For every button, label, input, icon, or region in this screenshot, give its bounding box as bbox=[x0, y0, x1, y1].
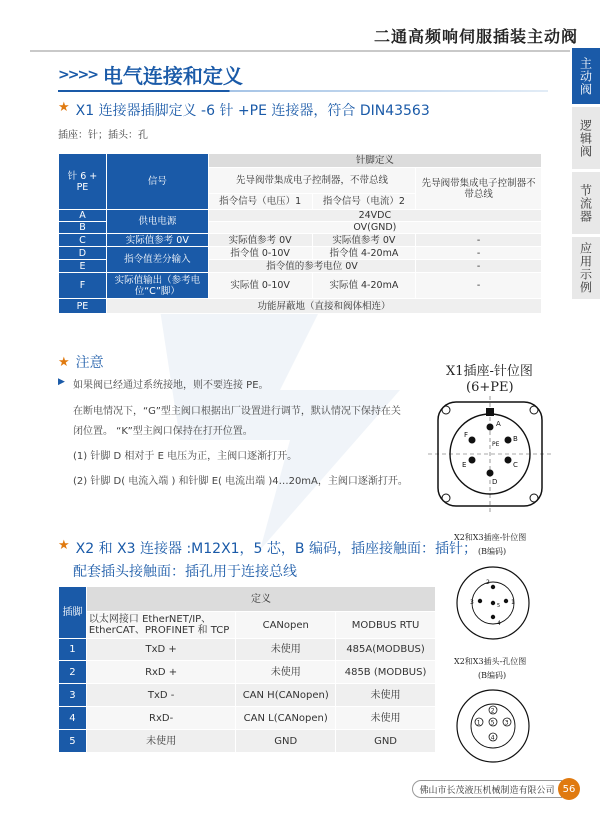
pin-label: C bbox=[513, 461, 518, 469]
value-cell: 24VDC bbox=[208, 210, 541, 222]
svg-text:4: 4 bbox=[497, 620, 501, 627]
chevrons-icon: >>>> bbox=[58, 66, 97, 83]
pin-cell: D bbox=[59, 247, 107, 260]
x1-pin-diagram bbox=[428, 396, 552, 512]
x2-title bbox=[58, 538, 477, 581]
section-underline bbox=[58, 90, 548, 92]
th-pin: 插脚 bbox=[59, 587, 87, 639]
value-cell: 未使用 bbox=[336, 707, 436, 730]
value-cell: GND bbox=[336, 730, 436, 753]
value-cell: 未使用 bbox=[236, 661, 336, 684]
pin-cell: 1 bbox=[59, 639, 87, 661]
value-cell: 实际值 0-10V bbox=[208, 273, 312, 299]
pin-cell: A bbox=[59, 210, 107, 222]
th-canopen: CANopen bbox=[236, 612, 336, 639]
footer-company: 佛山市长茂液压机械制造有限公司 bbox=[412, 780, 562, 798]
section-title bbox=[58, 60, 243, 89]
value-cell: 指令值的参考电位 0V bbox=[208, 260, 416, 273]
value-cell: 实际值参考 0V bbox=[208, 234, 312, 247]
side-tabs bbox=[570, 48, 600, 302]
value-cell: TxD + bbox=[86, 639, 235, 661]
pin-cell: PE bbox=[59, 299, 107, 314]
side-tab-examples[interactable]: 应用示例 bbox=[570, 237, 600, 299]
x1-socket-note: 插座：针；插头：孔 bbox=[58, 130, 148, 141]
value-cell: 未使用 bbox=[336, 684, 436, 707]
fig2-title: X2和X3插座-针位图 bbox=[454, 533, 527, 542]
svg-text:2: 2 bbox=[486, 579, 490, 586]
value-cell: 指令值 0-10V bbox=[208, 247, 312, 260]
svg-text:1: 1 bbox=[511, 599, 515, 606]
svg-text:2: 2 bbox=[490, 707, 495, 715]
value-cell: - bbox=[416, 273, 542, 299]
svg-text:3: 3 bbox=[470, 599, 474, 606]
value-cell: CAN L(CANopen) bbox=[236, 707, 336, 730]
x2-title-line2: 配套插头接触面：插孔用于连接总线 bbox=[73, 564, 297, 580]
value-cell: OV(GND) bbox=[208, 222, 541, 234]
pin-label: E bbox=[462, 461, 467, 469]
value-cell: - bbox=[416, 247, 542, 260]
fig1-title: X1插座-针位图 bbox=[446, 364, 533, 379]
triangle-bullet-icon: ▶ bbox=[58, 377, 65, 387]
star-icon: ★ bbox=[58, 100, 70, 115]
svg-text:1: 1 bbox=[476, 719, 481, 727]
pin-label: A bbox=[496, 420, 501, 428]
x2-plug-diagram bbox=[455, 688, 531, 764]
x1-title bbox=[58, 100, 430, 120]
value-cell: RxD- bbox=[86, 707, 235, 730]
pin-label: PE bbox=[492, 441, 500, 448]
value-cell: 指令值 4-20mA bbox=[312, 247, 416, 260]
fig3-title: X2和X3插头-孔位图 bbox=[454, 657, 527, 666]
svg-text:5: 5 bbox=[490, 719, 495, 727]
th-voltage: 指令信号（电压）1 bbox=[208, 194, 312, 210]
th-def: 定义 bbox=[86, 587, 435, 612]
side-tab-main-valve[interactable]: 主动阀 bbox=[570, 48, 600, 104]
note-p1: 如果阀已经通过系统接地，则不要连接 PE。 bbox=[73, 380, 269, 391]
pin-label: F bbox=[464, 431, 469, 439]
pin-cell: B bbox=[59, 222, 107, 234]
section-title-text: 电气连接和定义 bbox=[102, 64, 243, 88]
signal-cell: 实际值参考 0V bbox=[106, 234, 208, 247]
value-cell: CAN H(CANopen) bbox=[236, 684, 336, 707]
side-tab-logic-valve[interactable]: 逻辑阀 bbox=[570, 107, 600, 169]
signal-cell: 指令值差分输入 bbox=[106, 247, 208, 273]
star-icon: ★ bbox=[58, 538, 70, 553]
value-cell: 485A(MODBUS) bbox=[336, 639, 436, 661]
pin-cell: 2 bbox=[59, 661, 87, 684]
value-cell: 实际值参考 0V bbox=[312, 234, 416, 247]
note-p3: (1) 针脚 D 相对于 E 电压为正，主阀口逐渐打开。 bbox=[73, 451, 298, 462]
value-cell: - bbox=[416, 234, 542, 247]
header-divider bbox=[30, 50, 600, 52]
note-p2: 在断电情况下，“G”型主阀口根据出厂设置进行调节，默认情况下保持在关闭位置。 “K”型主阀口保持在打开位置。 bbox=[73, 406, 401, 437]
note-p4: (2) 针脚 D( 电流入端 ) 和针脚 E( 电流出端 )4…20mA，主阀口逐渐打开。 bbox=[73, 476, 408, 487]
note-title bbox=[58, 352, 104, 372]
th-modbus: MODBUS RTU bbox=[336, 612, 436, 639]
svg-text:5: 5 bbox=[497, 603, 501, 609]
svg-text:4: 4 bbox=[490, 734, 495, 742]
value-cell: 未使用 bbox=[86, 730, 235, 753]
pin-label: B bbox=[513, 435, 518, 443]
th-with-bus: 先导阀带集成电子控制器不带总线 bbox=[416, 168, 542, 210]
value-cell: - bbox=[416, 260, 542, 273]
signal-cell: 实际值输出（参考电位“C”脚） bbox=[106, 273, 208, 299]
pin-cell: F bbox=[59, 273, 107, 299]
pin-cell: 3 bbox=[59, 684, 87, 707]
pin-cell: E bbox=[59, 260, 107, 273]
th-signal: 信号 bbox=[106, 154, 208, 210]
x2-socket-diagram bbox=[455, 565, 531, 641]
th-no-bus: 先导阀带集成电子控制器，不带总线 bbox=[208, 168, 416, 194]
star-icon: ★ bbox=[58, 354, 70, 370]
value-cell: 功能屏蔽地（直接和阀体相连） bbox=[106, 299, 541, 314]
value-cell: GND bbox=[236, 730, 336, 753]
page-header-title: 二通高频响伺服插装主动阀 bbox=[373, 27, 578, 46]
value-cell: 485B (MODBUS) bbox=[336, 661, 436, 684]
th-pin: 针 6 + PE bbox=[59, 154, 107, 210]
x1-title-text: X1 连接器插脚定义 -6 针 +PE 连接器，符合 DIN43563 bbox=[75, 103, 430, 119]
fig3-subtitle: (B编码) bbox=[478, 671, 507, 680]
page-number: 56 bbox=[558, 778, 580, 800]
value-cell: 未使用 bbox=[236, 639, 336, 661]
x2-title-line1: X2 和 X3 连接器 :M12X1，5 芯，B 编码，插座接触面：插针； bbox=[75, 541, 477, 557]
th-current: 指令信号（电流）2 bbox=[312, 194, 416, 210]
footer bbox=[412, 778, 580, 800]
fig2-subtitle: (B编码) bbox=[478, 547, 507, 556]
signal-cell: 供电电源 bbox=[106, 210, 208, 234]
pin-cell: 5 bbox=[59, 730, 87, 753]
value-cell: TxD - bbox=[86, 684, 235, 707]
svg-text:3: 3 bbox=[504, 719, 509, 727]
value-cell: RxD + bbox=[86, 661, 235, 684]
value-cell: 实际值 4-20mA bbox=[312, 273, 416, 299]
pin-cell: C bbox=[59, 234, 107, 247]
x2-pin-table bbox=[58, 586, 436, 753]
x1-pin-table bbox=[58, 153, 542, 314]
fig1-subtitle: (6+PE) bbox=[466, 380, 514, 395]
th-def: 针脚定义 bbox=[208, 154, 541, 168]
note-title-text: 注意 bbox=[75, 355, 104, 371]
pin-cell: 4 bbox=[59, 707, 87, 730]
side-tab-throttle[interactable]: 节流器 bbox=[570, 172, 600, 234]
th-ethernet: 以太网接口 EtherNET/IP、EtherCAT、PROFINET 和 TCP bbox=[86, 612, 235, 639]
pin-label: D bbox=[492, 478, 498, 486]
